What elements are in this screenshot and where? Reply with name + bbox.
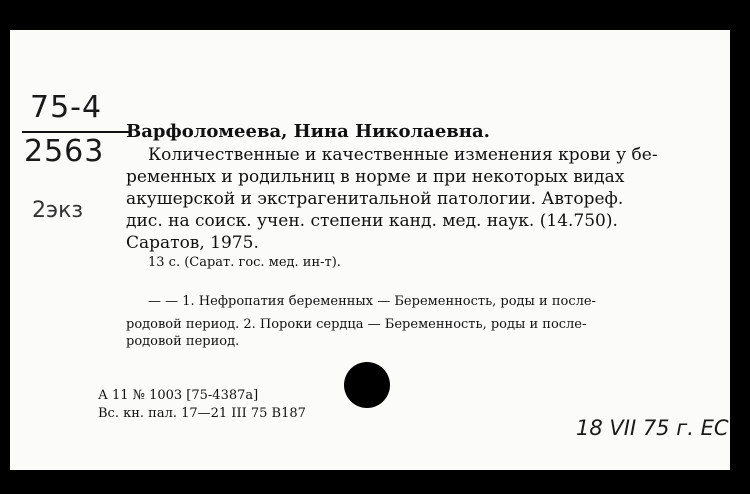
subject-line-1: — — 1. Нефропатия беременных — Беременность, роды и после-: [148, 294, 596, 309]
subject-line-2: родовой период. 2. Пороки сердца — Беременность, роды и после-: [126, 317, 587, 332]
footer-line-2: Вс. кн. пал. 17—21 III 75 В187: [98, 406, 306, 421]
author-heading: Варфоломеева, Нина Николаевна.: [126, 121, 490, 142]
punch-hole: [344, 362, 390, 408]
footer-line-1: А 11 № 1003 [75-4387а]: [98, 388, 259, 403]
call-number-top: 75-4: [30, 90, 103, 125]
title-line-5: Саратов, 1975.: [126, 233, 259, 253]
subject-line-3: родовой период.: [126, 334, 240, 349]
title-line-4: дис. на соиск. учен. степени канд. мед. наук. (14.750).: [126, 211, 618, 231]
call-number-divider: [22, 131, 130, 133]
title-line-3: акушерской и экстрагенитальной патологии. Автореф.: [126, 189, 624, 209]
pagination: 13 с. (Сарат. гос. мед. ин-т).: [148, 255, 341, 270]
title-line-2: ременных и родильниц в норме и при некоторых видах: [126, 167, 625, 187]
handwritten-date-note: 18 VII 75 г. ЕС: [576, 416, 729, 440]
catalog-card: [10, 30, 730, 470]
copies-note: 2экз: [32, 198, 84, 223]
title-line-1: Количественные и качественные изменения крови у бе-: [148, 145, 658, 165]
call-number-bottom: 2563: [24, 134, 105, 169]
